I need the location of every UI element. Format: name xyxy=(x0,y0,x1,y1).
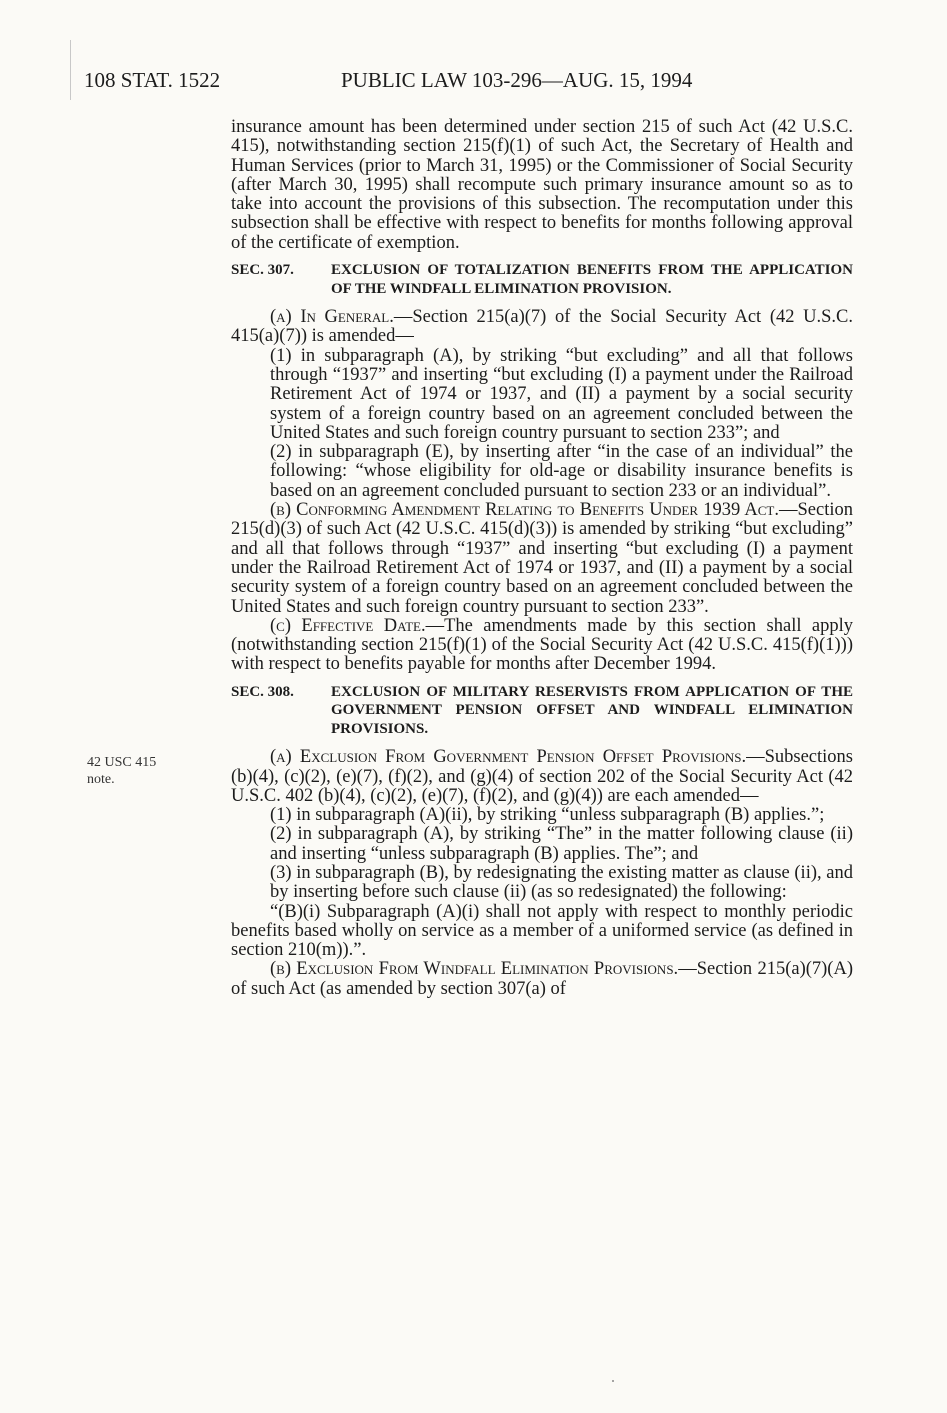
running-head: PUBLIC LAW 103-296—AUG. 15, 1994 xyxy=(341,68,693,92)
section-307-number: SEC. 307. xyxy=(231,262,294,279)
s308-subsection-b xyxy=(231,960,853,999)
s307a-heading: (a) In General. xyxy=(270,307,394,328)
s307a-paragraph-2: (2) in subparagraph (E), by inserting after “in the case of an individual” the following: “whose eligibility for old-age or disability insurance benefits is based on an agreement concluded pursuant to section 233 or an individual”. xyxy=(270,442,853,501)
s308a-paragraph-2: (2) in subparagraph (A), by striking “The” in the matter following clause (ii) and inserting “unless subparagraph (B) applies. The”; and xyxy=(270,824,853,864)
s307-subsection-c xyxy=(231,617,853,675)
s307c-text: —The amendments made by this section shall apply (notwithstanding section 215(f)(1) of the Social Security Act (42 U.S.C. 415(f)(1))) with respect to benefits payable for months after December 1994. xyxy=(231,615,854,675)
s307b-heading: (b) Conforming Amendment Relating to Benefits Under 1939 Act. xyxy=(270,500,779,521)
margin-note xyxy=(87,754,156,788)
page-body xyxy=(231,118,853,999)
continued-paragraph: insurance amount has been determined under section 215 of such Act (42 U.S.C. 415), notwithstanding section 215(f)(1) of such Act, the Secretary of Health and Human Services (prior to March 31, 1995) or the Commissioner of Social Security (after March 30, 1995) shall recompute such primary insurance amount so as to take into account the provisions of this subsection. The recomputation under this subsection shall be effective with respect to benefits for months following approval of the certificate of exemption. xyxy=(231,117,853,253)
scan-margin-line xyxy=(70,40,71,100)
page-citation: 108 STAT. 1522 xyxy=(84,68,221,92)
scan-speck xyxy=(612,1380,614,1382)
s307-subsection-b xyxy=(231,501,853,617)
s308b-heading: (b) Exclusion From Windfall Elimination Provisions. xyxy=(270,959,679,980)
s308-subsection-a xyxy=(231,748,853,806)
section-308-heading xyxy=(231,683,853,739)
section-308-number: SEC. 308. xyxy=(231,683,294,700)
s308a-heading: (a) Exclusion From Government Pension Offset Provisions. xyxy=(270,747,747,768)
margin-note-line2: note. xyxy=(87,772,115,787)
s307-subsection-a xyxy=(231,308,853,347)
s308a-paragraph-3: (3) in subparagraph (B), by redesignating the existing matter as clause (ii), and by inserting before such clause (ii) (as so redesignated) the following: xyxy=(270,863,853,903)
s307a-paragraph-1: (1) in subparagraph (A), by striking “but excluding” and all that follows through “1937” and inserting “but excluding (I) a payment under the Railroad Retirement Act of 1974 or 1937, and (II) a payment by a social security system of a foreign country based on an agreement concluded between the United States and such foreign country pursuant to section 233”; and xyxy=(270,345,853,443)
section-307-title: EXCLUSION OF TOTALIZATION BENEFITS FROM THE APPLICATION OF THE WINDFALL ELIMINATION PROVISION. xyxy=(331,262,853,297)
s308b-text: —Section 215(a)(7)(A) of such Act (as amended by section 307(a) of xyxy=(231,959,853,999)
s308a-paragraph-1: (1) in subparagraph (A)(ii), by striking “unless subparagraph (B) applies.”; xyxy=(270,805,825,826)
margin-note-line1: 42 USC 415 xyxy=(87,755,157,770)
s307b-text: —Section 215(d)(3) of such Act (42 U.S.C. 415(d)(3)) is amended by striking “but excluding” and all that follows through “1937” and inserting “but excluding (I) a payment under the Railroad Retirement Act of 1974 or 1937, and (II) a payment by a social security system of a foreign country based on an agreement concluded between the United States and such foreign country pursuant to section 233”. xyxy=(231,500,853,617)
section-307-heading xyxy=(231,261,853,298)
s308a-quoted-text: “(B)(i) Subparagraph (A)(i) shall not apply with respect to monthly periodic benefits based wholly on service as a member of a uniformed service (as defined in section 210(m)).”. xyxy=(231,901,853,961)
s307a-text: —Section 215(a)(7) of the Social Security Act (42 U.S.C. 415(a)(7)) is amended— xyxy=(231,307,854,347)
s307c-heading: (c) Effective Date. xyxy=(270,615,426,636)
s308a-text: —Subsections (b)(4), (c)(2), (e)(7), (f)(2), and (g)(4) of section 202 of the Social Security Act (42 U.S.C. 402 (b)(4), (c)(2), (e)(7), (f)(2), and (g)(4)) are each amended— xyxy=(231,747,853,806)
section-308-title: EXCLUSION OF MILITARY RESERVISTS FROM APPLICATION OF THE GOVERNMENT PENSION OFFSET AND WINDFALL ELIMINATION PROVISIONS. xyxy=(331,683,853,737)
